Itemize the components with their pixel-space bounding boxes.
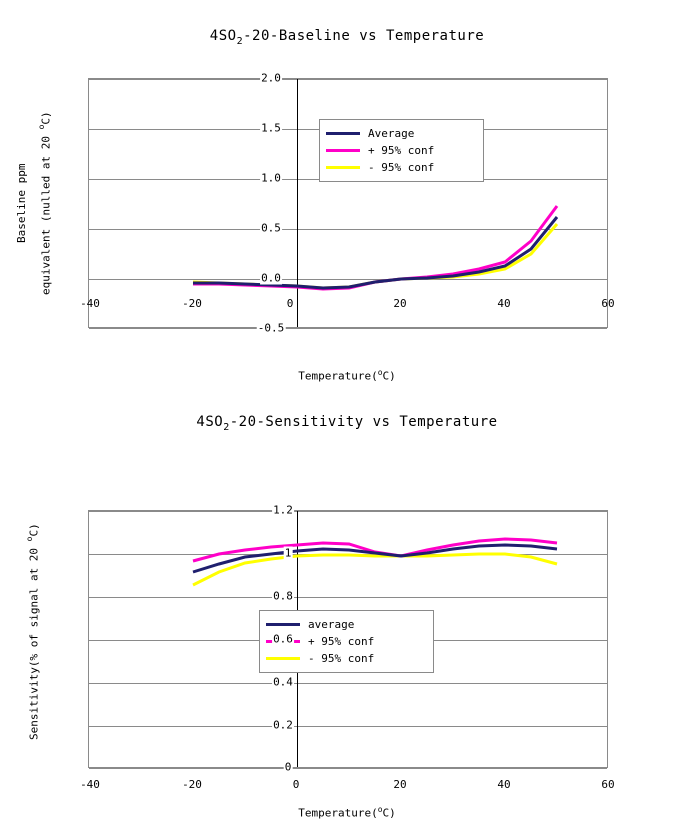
chart-baseline-plot-area xyxy=(88,78,608,328)
chart-sensitivity-ytick-0: 0 xyxy=(284,760,292,774)
chart-baseline-xtick-60: 60 xyxy=(601,297,615,310)
chart-baseline-x-axis-title xyxy=(0,368,694,383)
chart-baseline-ytick-0.5: 0.5 xyxy=(261,221,281,235)
chart-sensitivity-y-axis-title-pre: Sensitivity(% of signal at 20 xyxy=(27,541,41,741)
chart-baseline-xtick-20: 20 xyxy=(393,297,407,310)
legend-swatch-minus95-icon xyxy=(266,657,300,660)
chart-baseline-ytick-2.0: 2.0 xyxy=(261,71,281,85)
chart-baseline-title xyxy=(0,28,694,47)
chart-sensitivity-title-sub: 2 xyxy=(223,421,230,433)
series-line-minus95 xyxy=(193,554,557,585)
legend-label-plus95: + 95% conf xyxy=(308,635,375,648)
series-line-average xyxy=(193,217,557,288)
chart-sensitivity-title-pre: 4SO xyxy=(196,414,224,430)
chart-sensitivity-x-axis-title-sup: o xyxy=(377,805,383,814)
legend-label-minus95: - 95% conf xyxy=(308,652,375,665)
chart-sensitivity-plot-area xyxy=(88,510,608,768)
legend-swatch-average-icon xyxy=(326,132,360,135)
chart-sensitivity-xtick-neg20: -20 xyxy=(182,778,202,791)
legend-swatch-minus95-icon xyxy=(326,166,360,169)
legend-label-average: Average xyxy=(368,127,415,140)
chart-sensitivity-ytick-0.8: 0.8 xyxy=(273,589,293,603)
chart-baseline xyxy=(0,0,694,410)
chart-sensitivity-xtick-0: 0 xyxy=(292,778,300,791)
chart-baseline-title-post: -20-Baseline vs Temperature xyxy=(243,28,485,44)
series-line-plus95 xyxy=(193,206,557,289)
chart-baseline-xtick-40: 40 xyxy=(497,297,511,310)
chart-baseline-y-axis-title-line2-sup: o xyxy=(37,124,46,130)
legend-swatch-average-icon xyxy=(266,623,300,626)
chart-sensitivity-y-axis-title xyxy=(22,508,42,756)
chart-baseline-legend xyxy=(319,119,484,182)
chart-baseline-x-axis-title-pre: Temperature( xyxy=(298,369,378,383)
chart-sensitivity-ytick-1.2: 1.2 xyxy=(273,503,293,517)
chart-sensitivity-xtick-40: 40 xyxy=(497,778,511,791)
chart-baseline-ytick-neg0.5: -0.5 xyxy=(257,321,285,335)
chart-sensitivity-x-axis-title-pre: Temperature( xyxy=(298,806,378,820)
chart-sensitivity-ytick-0.2: 0.2 xyxy=(273,718,293,732)
legend-item-minus95 xyxy=(266,650,425,667)
chart-sensitivity-title xyxy=(0,414,694,433)
chart-sensitivity-ytick-0.6: 0.6 xyxy=(273,632,293,646)
legend-label-plus95: + 95% conf xyxy=(368,144,435,157)
chart-baseline-title-sub: 2 xyxy=(236,35,244,47)
chart-baseline-series-lines xyxy=(89,79,609,329)
chart-sensitivity xyxy=(0,400,694,833)
chart-baseline-y-axis-title-2 xyxy=(34,88,54,318)
chart-sensitivity-xtick-60: 60 xyxy=(601,778,615,791)
chart-sensitivity-ytick-0.4: 0.4 xyxy=(273,675,293,689)
chart-baseline-xtick-0: 0 xyxy=(286,297,294,310)
chart-baseline-x-axis-title-post: C) xyxy=(382,369,396,383)
chart-baseline-x-axis-title-sup: o xyxy=(377,368,383,377)
legend-item-average xyxy=(326,125,475,142)
legend-swatch-plus95-icon xyxy=(326,149,360,152)
chart-baseline-y-axis-title-line2-pre: equivalent (nulled at 20 xyxy=(39,129,53,295)
chart-baseline-title-pre: 4SO xyxy=(209,28,237,44)
chart-baseline-y-axis-title xyxy=(14,96,29,311)
chart-sensitivity-xtick-neg40: -40 xyxy=(80,778,100,791)
legend-label-minus95: - 95% conf xyxy=(368,161,435,174)
legend-label-average: average xyxy=(308,618,355,631)
legend-item-minus95 xyxy=(326,159,475,176)
chart-sensitivity-x-axis-title-post: C) xyxy=(382,806,396,820)
chart-baseline-ytick-1.0: 1.0 xyxy=(261,171,281,185)
chart-sensitivity-xtick-20: 20 xyxy=(393,778,407,791)
chart-baseline-ytick-0.0: 0.0 xyxy=(261,271,281,285)
chart-sensitivity-y-axis-title-post: C) xyxy=(27,523,41,537)
chart-sensitivity-y-axis-title-sup: o xyxy=(25,536,34,542)
chart-baseline-y-axis-title-line2-post: C) xyxy=(39,111,53,125)
chart-baseline-y-axis-title-line1: Baseline ppm xyxy=(15,163,28,244)
series-line-minus95 xyxy=(193,221,557,288)
legend-item-average xyxy=(266,616,425,633)
chart-sensitivity-x-axis-title xyxy=(0,805,694,820)
chart-baseline-xtick-neg20: -20 xyxy=(182,297,202,310)
chart-sensitivity-title-post: -20-Sensitivity vs Temperature xyxy=(229,414,498,430)
chart-baseline-xtick-neg40: -40 xyxy=(80,297,100,310)
legend-item-plus95 xyxy=(326,142,475,159)
chart-sensitivity-ytick-1: 1 xyxy=(284,546,292,560)
chart-baseline-ytick-1.5: 1.5 xyxy=(261,121,281,135)
